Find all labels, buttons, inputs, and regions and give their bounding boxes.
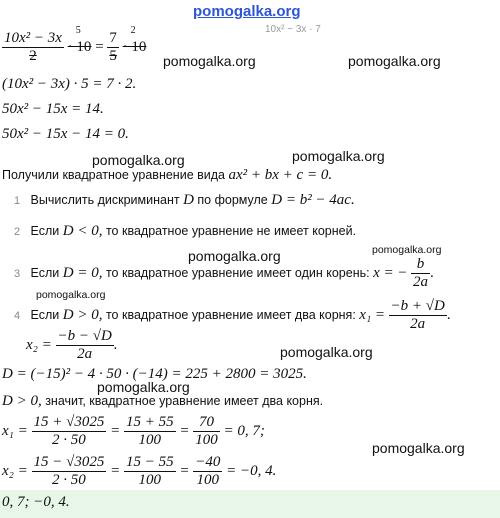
step-2 bbox=[14, 223, 356, 240]
x2-fraction-2-denominator: 100 bbox=[124, 471, 176, 489]
intro-text: Получили квадратное уравнение вида bbox=[2, 168, 225, 182]
step-3-fraction-numerator: b bbox=[416, 256, 425, 272]
multiplier-2: · 10 bbox=[122, 38, 147, 55]
x1-fraction-3 bbox=[193, 414, 220, 449]
x1-fraction-3-numerator: 70 bbox=[198, 414, 214, 430]
step-2-text2: то квадратное уравнение не имеет корней. bbox=[105, 224, 357, 238]
step-1-text2: по формуле bbox=[197, 193, 268, 207]
watermark-4: pomogalka.org bbox=[292, 148, 385, 164]
x1-fraction-1-denominator: 2 · 50 bbox=[32, 431, 107, 449]
equation-line-1 bbox=[2, 24, 147, 65]
x1-lhs: x₁ = bbox=[2, 422, 28, 439]
x2-formula-numerator: −b − √D bbox=[57, 328, 112, 344]
x2-fraction-1 bbox=[32, 454, 107, 489]
watermark-8: pomogalka.org bbox=[280, 344, 373, 360]
step-4-math: D > 0, bbox=[62, 306, 103, 323]
multiplier-1-superscript: 5 bbox=[75, 24, 81, 36]
watermark-9: pomogalka.org bbox=[97, 379, 190, 395]
x1-fraction-1 bbox=[32, 414, 107, 449]
step-3-formula: x = − bbox=[373, 264, 408, 281]
conclusion-math: D > 0, bbox=[2, 393, 42, 409]
x2-fraction-2-numerator: 15 − 55 bbox=[125, 454, 174, 470]
step-4-fraction-numerator: −b + √D bbox=[390, 298, 445, 314]
step-4-fraction bbox=[389, 298, 447, 333]
equation-line-4: 50x² − 15x − 14 = 0. bbox=[2, 126, 129, 142]
step-1-text: Вычислить дискриминант bbox=[30, 193, 180, 207]
step-4-text: Если bbox=[30, 307, 60, 322]
watermark-3: pomogalka.org bbox=[92, 152, 185, 168]
equation-line-3: 50x² − 15x = 14. bbox=[2, 101, 104, 117]
x2-fraction-1-denominator: 2 · 50 bbox=[32, 471, 107, 489]
x1-fraction-2 bbox=[124, 414, 176, 449]
multiplier-2-superscript: 2 bbox=[130, 24, 136, 36]
step-3-fraction bbox=[411, 256, 430, 291]
x1-result: = 0, 7; bbox=[223, 422, 265, 439]
fraction-lhs-denominator: 2 bbox=[2, 47, 64, 65]
x2-result: = −0, 4. bbox=[226, 462, 277, 479]
x1-fraction-3-denominator: 100 bbox=[195, 432, 218, 448]
watermark-10: pomogalka.org bbox=[372, 440, 465, 456]
conclusion-text: значит, квадратное уравнение имеет два корня. bbox=[45, 394, 324, 408]
x2-formula-tail: . bbox=[113, 336, 118, 353]
faded-top-right-text: 10x² − 3x · 7 bbox=[265, 24, 321, 35]
x2-calculation: x₂ = $\frac{15 - √3025}{2 \cdot 50}$ = $\frac{15 - 55}{100}$ = $\frac{-40}{100}$ = −0, 4. bbox=[2, 454, 277, 488]
x1-fraction-1-numerator: 15 + √3025 bbox=[33, 414, 105, 430]
step-4-text2: то квадратное уравнение имеет два корня: bbox=[105, 307, 356, 322]
step-1-math: D bbox=[183, 192, 194, 208]
x2-fraction-3-numerator: −40 bbox=[195, 454, 221, 470]
watermark-5: pomogalka.org bbox=[188, 248, 281, 264]
watermark-1: pomogalka.org bbox=[163, 53, 256, 69]
x2-formula-denominator: 2a bbox=[56, 345, 114, 363]
step-3-text: Если bbox=[30, 265, 60, 280]
fraction-lhs-numerator: 10x² − 3x bbox=[4, 30, 62, 46]
x2-fraction-3 bbox=[193, 454, 222, 489]
step-2-number: 2 bbox=[14, 226, 21, 238]
step-3-math: D = 0, bbox=[62, 264, 103, 281]
x1-fraction-2-denominator: 100 bbox=[124, 431, 176, 449]
x2-fraction-2 bbox=[124, 454, 176, 489]
step-2-math: D < 0, bbox=[62, 223, 103, 239]
answer-band bbox=[0, 490, 500, 518]
x2-fraction-1-numerator: 15 − √3025 bbox=[33, 454, 105, 470]
fraction-rhs-denominator: 5 bbox=[109, 48, 117, 64]
x2-lhs: x₂ = bbox=[2, 462, 28, 479]
intro-line bbox=[2, 167, 332, 184]
equals-sign: = bbox=[95, 38, 104, 55]
step-2-text: Если bbox=[30, 224, 60, 238]
step-1-formula: D = b² − 4ac. bbox=[271, 192, 355, 208]
step-3-fraction-denominator: 2a bbox=[412, 274, 428, 290]
intro-formula: ax² + bx + c = 0. bbox=[228, 167, 333, 183]
x2-formula-lhs: x₂ = bbox=[26, 336, 52, 353]
step-3-number: 3 bbox=[14, 267, 21, 280]
step-4-formula: x₁ = bbox=[359, 306, 386, 323]
step-3-text2: то квадратное уравнение имеет один корень: bbox=[105, 265, 370, 280]
fraction-rhs-numerator: 7 bbox=[109, 30, 117, 46]
conclusion-line bbox=[2, 393, 323, 410]
fraction-rhs bbox=[107, 30, 119, 65]
step-3-tail: . bbox=[429, 264, 434, 281]
x2-formula-fraction bbox=[56, 328, 114, 363]
x2-formula-line bbox=[26, 328, 118, 363]
top-watermark-link[interactable]: pomogalka.org bbox=[193, 3, 301, 20]
x1-calculation: x₁ = $\frac{15 + √3025}{2 \cdot 50}$ = $\frac{15 + 55}{100}$ = $\frac{70}{100}$ = 0, 7; bbox=[2, 414, 265, 448]
step-4-fraction-denominator: 2a bbox=[389, 315, 447, 333]
watermark-7: pomogalka.org bbox=[36, 289, 106, 301]
equation-line-2: (10x² − 3x) · 5 = 7 · 2. bbox=[2, 76, 137, 92]
x2-fraction-3-denominator: 100 bbox=[193, 471, 222, 489]
watermark-2: pomogalka.org bbox=[348, 53, 441, 69]
step-1-number: 1 bbox=[14, 195, 21, 207]
multiplier-1: · 10 bbox=[67, 38, 92, 55]
x1-fraction-2-numerator: 15 + 55 bbox=[125, 414, 174, 430]
step-3 bbox=[14, 256, 434, 291]
watermark-6: pomogalka.org bbox=[372, 244, 442, 256]
step-1 bbox=[14, 192, 355, 209]
fraction-lhs bbox=[2, 30, 64, 65]
discriminant-line: D = (−15)² − 4 · 50 · (−14) = 225 + 2800 = 3025. bbox=[2, 366, 307, 382]
step-4-number: 4 bbox=[14, 309, 21, 322]
step-4-tail: . bbox=[446, 306, 451, 323]
answer-text: 0, 7; −0, 4. bbox=[2, 494, 70, 510]
